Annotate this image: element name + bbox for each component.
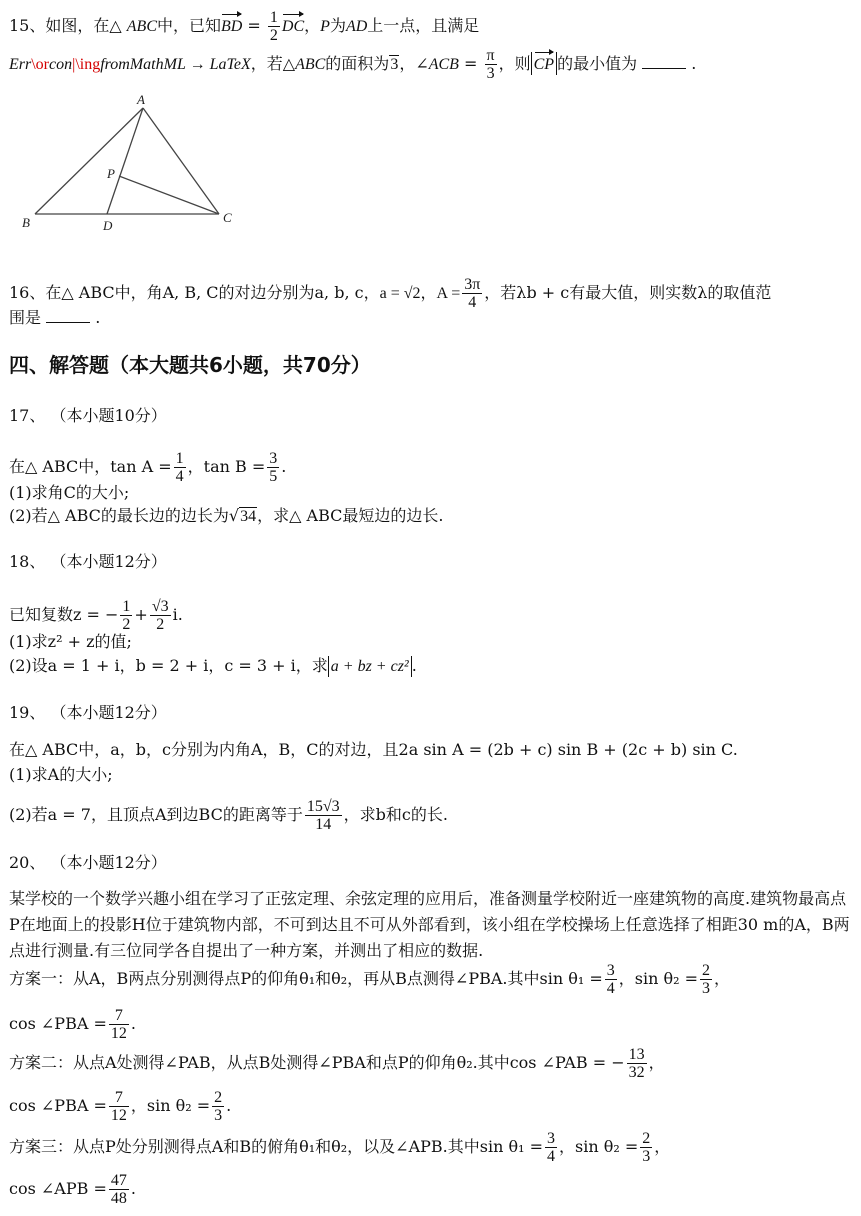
label-P: P <box>107 166 115 181</box>
q20-plan3-cont: cos ∠APB = $\frac{47}{48}$ . <box>9 1172 136 1207</box>
q20-plan1: 方案一：从A，B两点分别测得点P的仰角θ₁和θ₂，再从B点测得∠PBA.其中sin θ₁ = $\frac{3}{4}$ ，sin θ₂ = $\frac{2}{3}$ ， <box>9 962 731 997</box>
label-C: C <box>223 210 232 225</box>
q17-head: 17、 （本小题10分） <box>9 406 167 425</box>
q17-part1: (1)求角C的大小; <box>9 483 130 502</box>
q15-line1: 15、如图，在△ ABC中，已知BD = $\frac{1}{2}$ DC，P为AD上一点，且满足 <box>9 9 480 44</box>
triangle-figure <box>15 90 245 240</box>
q18-head: 18、 （本小题12分） <box>9 552 167 571</box>
q20-paragraph: 某学校的一个数学兴趣小组在学习了正弦定理、余弦定理的应用后，准备测量学校附近一座建筑物的高度.建筑物最高点P在地面上的投影H位于建筑物内部，不可到达且不可从外部看到，该小组在学校操场上任意选择了相距30 m的A，B两点进行测量.有三位同学各自提出了一种方案，并测出了相应的数据. <box>9 889 850 960</box>
q19-part2: (2)若a = 7，且顶点A到边BC的距离等于 $\frac{15√3}{14}$ ，求b和c的长. <box>9 798 448 833</box>
q18-stem: 已知复数z = − $\frac{1}{2}$ + $\frac{√3}{2}$ i. <box>9 598 183 633</box>
q18-part2: (2)设a = 1 + i，b = 2 + i，c = 3 + i，求 a + bz + cz² . <box>9 656 417 675</box>
q19-part1: (1)求A的大小; <box>9 765 113 784</box>
q19-stem: 在△ ABC中，a，b，c分别为内角A，B，C的对边，且2a sin A = (2b + c) sin B + (2c + b) sin C. <box>9 740 738 759</box>
section-title: 四、解答题（本大题共6小题，共70分） <box>9 353 371 377</box>
q15-line2: Err\orcon|\ingfromMathML → LaTeX，若△ABC的面积为3，∠ACB = $\frac{\pi}{3}$ ，则 CP 的最小值为 . <box>9 47 697 82</box>
label-B: B <box>22 215 30 230</box>
q20-plan3: 方案三：从点P处分别测得点A和B的俯角θ₁和θ₂，以及∠APB.其中sin θ₁ = $\frac{3}{4}$ ，sin θ₂ = $\frac{2}{3}$ ， <box>9 1130 671 1165</box>
q20-plan1-cont: cos ∠PBA = $\frac{7}{12}$ . <box>9 1007 136 1042</box>
q20-head: 20、 （本小题12分） <box>9 853 167 872</box>
q20-plan2-cont: cos ∠PBA = $\frac{7}{12}$ ，sin θ₂ = $\frac{2}{3}$ . <box>9 1089 232 1124</box>
q17-part2: (2)若△ ABC的最长边的边长为√34，求△ ABC最短边的边长. <box>9 506 444 525</box>
answer-blank[interactable] <box>642 54 686 69</box>
q16-line1: 16、在△ ABC中，角A, B, C的对边分别为a, b, c，a = √2，A = $\frac{3\pi}{4}$ ，若λb + c有最大值，则实数λ的取值范 <box>9 276 772 311</box>
q18-part1: (1)求z² + z的值; <box>9 632 132 651</box>
answer-blank[interactable] <box>46 308 90 323</box>
q20-plan2: 方案二：从点A处测得∠PAB，从点B处测得∠PBA和点P的仰角θ₂.其中cos ∠PAB = − $\frac{13}{32}$ ， <box>9 1046 665 1081</box>
q16-line2: 围是 . <box>9 308 101 327</box>
label-A: A <box>137 92 145 107</box>
q17-stem: 在△ ABC中，tan A = $\frac{1}{4}$ ，tan B = $\frac{3}{5}$ . <box>9 450 287 485</box>
q19-head: 19、 （本小题12分） <box>9 703 167 722</box>
label-D: D <box>103 218 113 233</box>
